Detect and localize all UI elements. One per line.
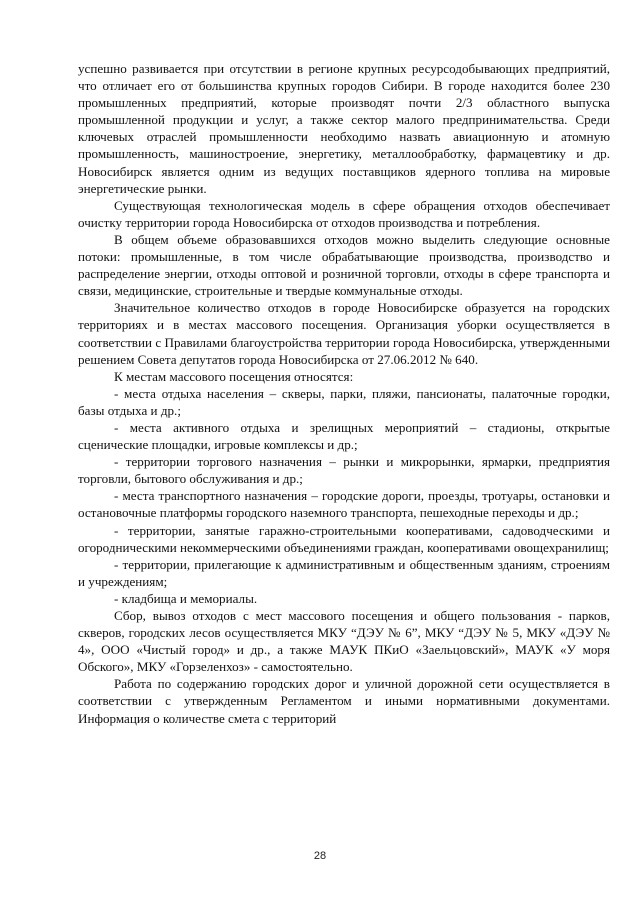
- paragraph-urban-waste: Значительное количество отходов в городе Новосибирске образуется на городских территориях и в местах массового посещения. Организация уборки осуществляется в соответствии с Правилами благоустройства территории города Новосибирска, утвержденными решением Совета депутатов города Новосибирска от 27.06.2012 № 640.: [78, 300, 610, 367]
- list-item-transport: - места транспортного назначения – городские дороги, проезды, тротуары, остановки и остановочные платформы городского наземного транспорта, пешеходные переходы и др.;: [78, 488, 610, 521]
- list-item-cemeteries: - кладбища и мемориалы.: [114, 590, 258, 606]
- list-item-active-leisure: - места активного отдыха и зрелищных мероприятий – стадионы, открытые сценические площадки, игровые комплексы и др.;: [78, 419, 610, 453]
- list-item-cooperatives: - территории, занятые гаражно-строительными кооперативами, садоводческими и огородническими некоммерческими объединениями граждан, кооперативами овощехранилищ;: [78, 522, 610, 555]
- document-page: [78, 60, 610, 727]
- list-item-adjacent-territories: - территории, прилегающие к административным и общественным зданиям, строениям и учреждениям;: [78, 556, 610, 589]
- list-item-recreation: - места отдыха населения – скверы, парки, пляжи, пансионаты, палаточные городки, базы отдыха и др.;: [78, 385, 610, 418]
- list-item-trade: - территории торгового назначения – рынки и микрорынки, ярмарки, предприятия торговли, бытового обслуживания и др.;: [78, 454, 610, 487]
- paragraph-mass-visit-intro: К местам массового посещения относятся:: [114, 368, 354, 384]
- paragraph-collection: Сбор, вывоз отходов с мест массового посещения и общего пользования - парков, скверов, городских лесов осуществляется МКУ “ДЭУ № 6”, МКУ “ДЭУ № 5, МКУ «ДЭУ № 4», ООО «Чистый город» и др., а также МАУК ПКиО «Заельцовский», МАУК «У моря Обского», МКУ «Горзеленхоз» - самостоятельно.: [78, 608, 610, 675]
- page-number: 28: [313, 850, 327, 862]
- paragraph-industry: успешно развивается при отсутствии в регионе крупных ресурсодобывающих предприятий, что отличает его от большинства крупных городов Сибири. В городе находится более 230 промышленных предприятий, которые производят почти 2/3 областного выпуска промышленной продукции и услуг, а также сектор малого предпринимательства. Среди ключевых отраслей промышленности необходимо назвать авиационную и атомную промышленность, машиностроение, энергетику, металлообработку, фармацевтику и др. Новосибирск является одним из ведущих поставщиков ядерного топлива на мировые энергетические рынки.: [78, 61, 610, 196]
- paragraph-technology-model: Существующая технологическая модель в сфере обращения отходов обеспечивает очистку территории города Новосибирска от отходов производства и потребления.: [78, 197, 610, 230]
- paragraph-road-maintenance: Работа по содержанию городских дорог и уличной дорожной сети осуществляется в соответствии с утвержденным Регламентом и иными нормативными документами. Информация о количестве смета с территорий: [78, 676, 610, 726]
- paragraph-waste-streams: В общем объеме образовавшихся отходов можно выделить следующие основные потоки: промышленные, в том числе обрабатывающие производства, производство и распределение энергии, отходы оптовой и розничной торговли, отходы в сфере транспорта и связи, медицинские, строительные и твердые коммунальные отходы.: [78, 231, 610, 299]
